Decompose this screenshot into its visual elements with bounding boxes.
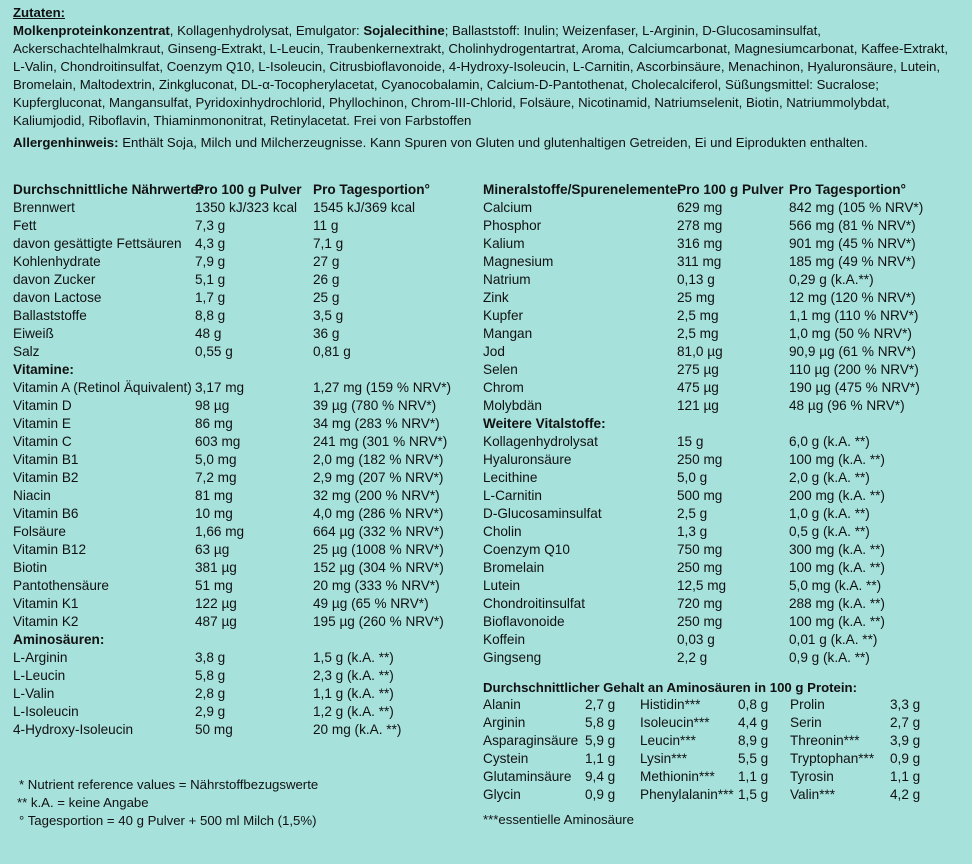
row-label: Aminosäuren: xyxy=(13,632,105,647)
row-per-100g: 1,66 mg xyxy=(195,524,245,539)
row-per-100g: 1,7 g xyxy=(195,290,226,305)
row-per-100g: 25 mg xyxy=(677,290,715,305)
row-per-100g: 98 µg xyxy=(195,398,230,413)
footnote-nrv: * Nutrient reference values = Nährstoffbezugswerte xyxy=(19,777,319,792)
amino-value: 4,4 g xyxy=(738,715,769,730)
row-per-100g: 250 mg xyxy=(677,560,723,575)
row-per-portion: 0,5 g (k.A. **) xyxy=(789,524,870,539)
row-per-100g: 250 mg xyxy=(677,614,723,629)
row-label: Mangan xyxy=(483,326,533,341)
amino-value: 5,5 g xyxy=(738,751,769,766)
amino-value: 3,9 g xyxy=(890,733,921,748)
amino-name: Isoleucin*** xyxy=(640,715,710,730)
amino-name: Tryptophan*** xyxy=(790,751,875,766)
row-label: Vitamin K2 xyxy=(13,614,79,629)
row-per-100g: 250 mg xyxy=(677,452,723,467)
footnote-ka: ** k.A. = keine Angabe xyxy=(17,795,149,810)
row-per-portion: 0,9 g (k.A. **) xyxy=(789,650,870,665)
row-per-portion: 195 µg (260 % NRV*) xyxy=(313,614,444,629)
row-label: Lutein xyxy=(483,578,521,593)
allergen-note xyxy=(13,134,963,152)
row-per-portion: 185 mg (49 % NRV*) xyxy=(789,254,916,269)
row-per-100g: 275 µg xyxy=(677,362,719,377)
row-per-100g: 10 mg xyxy=(195,506,233,521)
amino-profile-heading: Durchschnittlicher Gehalt an Aminosäuren in 100 g Protein: xyxy=(483,680,857,695)
row-label: L-Isoleucin xyxy=(13,704,79,719)
row-label: davon Lactose xyxy=(13,290,102,305)
row-per-100g: 475 µg xyxy=(677,380,719,395)
row-label: Biotin xyxy=(13,560,48,575)
row-per-portion: 1,2 g (k.A. **) xyxy=(313,704,394,719)
amino-value: 1,1 g xyxy=(890,769,921,784)
amino-value: 1,1 g xyxy=(738,769,769,784)
row-per-portion: 300 mg (k.A. **) xyxy=(789,542,885,557)
row-per-100g: 0,55 g xyxy=(195,344,233,359)
row-per-100g: 3,17 mg xyxy=(195,380,245,395)
row-label: L-Leucin xyxy=(13,668,66,683)
row-per-portion: 288 mg (k.A. **) xyxy=(789,596,885,611)
row-label: Vitamin E xyxy=(13,416,71,431)
row-per-100g: 603 mg xyxy=(195,434,241,449)
row-per-portion: 842 mg (105 % NRV*) xyxy=(789,200,924,215)
amino-value: 5,8 g xyxy=(585,715,616,730)
row-per-100g: 8,8 g xyxy=(195,308,226,323)
row-per-portion: 3,5 g xyxy=(313,308,344,323)
row-label: Jod xyxy=(483,344,505,359)
amino-name: Arginin xyxy=(483,715,526,730)
row-label: Fett xyxy=(13,218,37,233)
row-per-100g: 4,3 g xyxy=(195,236,226,251)
row-label: Kalium xyxy=(483,236,525,251)
row-label: Weitere Vitalstoffe: xyxy=(483,416,606,431)
row-per-100g: 500 mg xyxy=(677,488,723,503)
row-per-100g: 15 g xyxy=(677,434,704,449)
row-label: Vitamin K1 xyxy=(13,596,79,611)
row-label: Folsäure xyxy=(13,524,66,539)
row-per-portion: 25 g xyxy=(313,290,340,305)
row-per-100g: 5,0 mg xyxy=(195,452,237,467)
row-per-portion: 241 mg (301 % NRV*) xyxy=(313,434,448,449)
amino-value: 4,2 g xyxy=(890,787,921,802)
row-per-100g: 2,8 g xyxy=(195,686,226,701)
row-per-portion: Pro Tagesportion° xyxy=(313,182,430,197)
amino-name: Alanin xyxy=(483,697,521,712)
row-label: davon gesättigte Fettsäuren xyxy=(13,236,182,251)
row-label: Hyaluronsäure xyxy=(483,452,572,467)
row-per-100g: 12,5 mg xyxy=(677,578,727,593)
row-per-100g: 311 mg xyxy=(677,254,722,269)
row-label: Vitamin A (Retinol Äquivalent) xyxy=(13,380,192,395)
row-per-portion: 200 mg (k.A. **) xyxy=(789,488,885,503)
row-per-portion: 100 mg (k.A. **) xyxy=(789,452,885,467)
amino-name: Cystein xyxy=(483,751,529,766)
row-label: D-Glucosaminsulfat xyxy=(483,506,602,521)
row-per-portion: 0,01 g (k.A. **) xyxy=(789,632,878,647)
row-label: L-Carnitin xyxy=(483,488,542,503)
row-label: Bioflavonoide xyxy=(483,614,565,629)
row-per-portion: 26 g xyxy=(313,272,340,287)
row-per-portion: 11 g xyxy=(313,218,339,233)
row-per-portion: 152 µg (304 % NRV*) xyxy=(313,560,444,575)
row-per-100g: 278 mg xyxy=(677,218,723,233)
row-per-portion: 190 µg (475 % NRV*) xyxy=(789,380,920,395)
row-label: Vitamine: xyxy=(13,362,74,377)
row-per-100g: 7,3 g xyxy=(195,218,226,233)
row-label: Vitamin B12 xyxy=(13,542,87,557)
row-label: Vitamin B6 xyxy=(13,506,79,521)
row-per-portion: 20 mg (333 % NRV*) xyxy=(313,578,440,593)
row-per-portion: 1,1 mg (110 % NRV*) xyxy=(789,308,919,323)
amino-value: 5,9 g xyxy=(585,733,616,748)
row-label: Durchschnittliche Nährwerte: xyxy=(13,182,203,197)
row-per-100g: 48 g xyxy=(195,326,222,341)
amino-value: 0,9 g xyxy=(585,787,616,802)
row-per-portion: 110 µg (200 % NRV*) xyxy=(789,362,919,377)
row-per-portion: 566 mg (81 % NRV*) xyxy=(789,218,916,233)
row-label: Chrom xyxy=(483,380,524,395)
row-label: Salz xyxy=(13,344,40,359)
row-per-portion: 90,9 µg (61 % NRV*) xyxy=(789,344,916,359)
row-label: Molybdän xyxy=(483,398,542,413)
amino-value: 3,3 g xyxy=(890,697,921,712)
row-per-portion: 27 g xyxy=(313,254,340,269)
row-per-100g: 381 µg xyxy=(195,560,237,575)
row-label: 4-Hydroxy-Isoleucin xyxy=(13,722,134,737)
allergen-text: Enthält Soja, Milch und Milcherzeugnisse. Kann Spuren von Gluten und glutenhaltigen Getreiden, Ei und Eiprodukten enthalten. xyxy=(118,135,868,150)
row-per-100g: 81,0 µg xyxy=(677,344,723,359)
amino-name: Glutaminsäure xyxy=(483,769,572,784)
amino-name: Prolin xyxy=(790,697,825,712)
ingredient-bold-1: Molkenproteinkonzentrat xyxy=(13,23,170,38)
amino-value: 2,7 g xyxy=(890,715,921,730)
row-per-100g: 0,13 g xyxy=(677,272,715,287)
amino-footnote: ***essentielle Aminosäure xyxy=(483,812,635,827)
row-per-portion: 2,9 mg (207 % NRV*) xyxy=(313,470,444,485)
row-label: Kohlenhydrate xyxy=(13,254,101,269)
amino-name: Lysin*** xyxy=(640,751,688,766)
amino-value: 0,8 g xyxy=(738,697,769,712)
row-per-100g: 51 mg xyxy=(195,578,233,593)
row-per-portion: 7,1 g xyxy=(313,236,344,251)
ingredient-bold-2: Sojalecithine xyxy=(363,23,445,38)
row-per-portion: 1545 kJ/369 kcal xyxy=(313,200,416,215)
row-label: Magnesium xyxy=(483,254,554,269)
row-label: Vitamin D xyxy=(13,398,72,413)
row-per-portion: 25 µg (1008 % NRV*) xyxy=(313,542,444,557)
row-per-portion: 39 µg (780 % NRV*) xyxy=(313,398,437,413)
amino-value: 1,1 g xyxy=(585,751,616,766)
row-per-portion: 0,81 g xyxy=(313,344,351,359)
row-label: L-Arginin xyxy=(13,650,68,665)
row-per-portion: 664 µg (332 % NRV*) xyxy=(313,524,444,539)
row-per-100g: 5,1 g xyxy=(195,272,226,287)
row-per-portion: 100 mg (k.A. **) xyxy=(789,560,885,575)
ingredient-text-2: ; Ballaststoff: Inulin; Weizenfaser, L-Arginin, D-Glucosaminsulfat, Ackerschachtelhalmkraut, Ginseng-Extrakt, L-Leucin, Traubenkernextrakt, Cholinhydrogentartrat, Aroma, Calciumcarbonat, Magnesiumcarbonat, Kaffee-Extrakt, L-Valin, Chondroitinsulfat, Coenzym Q10, L-Isoleucin, Citrusbioflavonoide, 4-Hydroxy-Isoleucin, L-Carnitin, Ascorbinsäure, Menachinon, Hyaluronsäure, Lutein, Bromelain, Maltodextrin, Zinkgluconat, DL-α-Tocopherylacetat, Cyanocobalamin, Calcium-D-Pantothenat, Cholecalciferol, Süßungsmittel: Sucralose; Kupfergluconat, Mangansulfat, Pyridoxinhydrochlorid, Phyllochinon, Chrom-III-Chlorid, Folsäure, Nicotinamid, Natriumselenit, Biotin, Natriummolybdat, Kaliumjodid, Riboflavin, Thiaminmononitrat, Retinylacetat. Frei von Farbstoffen xyxy=(13,23,949,128)
row-label: Bromelain xyxy=(483,560,545,575)
amino-name: Methionin*** xyxy=(640,769,715,784)
row-per-100g: Pro 100 g Pulver xyxy=(677,182,784,197)
row-label: Kupfer xyxy=(483,308,524,323)
row-per-100g: 2,5 mg xyxy=(677,326,719,341)
amino-name: Serin xyxy=(790,715,822,730)
row-per-100g: 487 µg xyxy=(195,614,237,629)
row-label: Gingseng xyxy=(483,650,542,665)
row-per-100g: 121 µg xyxy=(677,398,719,413)
row-per-100g: 2,5 g xyxy=(677,506,708,521)
row-per-100g: 316 mg xyxy=(677,236,723,251)
ingredients-text xyxy=(13,22,963,130)
row-label: Coenzym Q10 xyxy=(483,542,570,557)
amino-name: Leucin*** xyxy=(640,733,696,748)
row-label: Selen xyxy=(483,362,518,377)
row-per-portion: 4,0 mg (286 % NRV*) xyxy=(313,506,444,521)
row-per-100g: 2,5 mg xyxy=(677,308,719,323)
row-per-portion: Pro Tagesportion° xyxy=(789,182,906,197)
row-label: Vitamin B2 xyxy=(13,470,79,485)
row-label: Natrium xyxy=(483,272,531,287)
row-label: Calcium xyxy=(483,200,533,215)
amino-value: 9,4 g xyxy=(585,769,616,784)
amino-name: Threonin*** xyxy=(790,733,860,748)
row-label: Vitamin C xyxy=(13,434,72,449)
row-per-100g: 3,8 g xyxy=(195,650,226,665)
row-label: Brennwert xyxy=(13,200,75,215)
row-per-portion: 1,0 g (k.A. **) xyxy=(789,506,870,521)
row-per-100g: 629 mg xyxy=(677,200,723,215)
amino-value: 2,7 g xyxy=(585,697,616,712)
row-per-100g: 2,9 g xyxy=(195,704,226,719)
row-per-portion: 5,0 mg (k.A. **) xyxy=(789,578,882,593)
row-label: Ballaststoffe xyxy=(13,308,87,323)
row-label: Lecithine xyxy=(483,470,538,485)
row-per-100g: 81 mg xyxy=(195,488,233,503)
row-per-portion: 100 mg (k.A. **) xyxy=(789,614,885,629)
row-per-portion: 20 mg (k.A. **) xyxy=(313,722,402,737)
row-per-100g: 720 mg xyxy=(677,596,723,611)
row-per-100g: 63 µg xyxy=(195,542,230,557)
row-per-portion: 1,0 mg (50 % NRV*) xyxy=(789,326,912,341)
amino-value: 8,9 g xyxy=(738,733,769,748)
row-per-portion: 6,0 g (k.A. **) xyxy=(789,434,870,449)
row-per-portion: 34 mg (283 % NRV*) xyxy=(313,416,440,431)
row-label: Chondroitinsulfat xyxy=(483,596,586,611)
amino-value: 1,5 g xyxy=(738,787,769,802)
row-label: Mineralstoffe/Spurenelemente: xyxy=(483,182,682,197)
row-per-portion: 48 µg (96 % NRV*) xyxy=(789,398,905,413)
row-per-100g: 0,03 g xyxy=(677,632,715,647)
row-per-100g: 5,0 g xyxy=(677,470,708,485)
row-label: Kollagenhydrolysat xyxy=(483,434,598,449)
row-label: Niacin xyxy=(13,488,51,503)
row-per-100g: 86 mg xyxy=(195,416,233,431)
row-label: davon Zucker xyxy=(13,272,96,287)
row-label: Cholin xyxy=(483,524,522,539)
row-per-100g: 7,9 g xyxy=(195,254,226,269)
row-per-100g: 50 mg xyxy=(195,722,233,737)
row-per-portion: 1,5 g (k.A. **) xyxy=(313,650,394,665)
amino-name: Asparaginsäure xyxy=(483,733,579,748)
footnote-tagesportion: ° Tagesportion = 40 g Pulver + 500 ml Milch (1,5%) xyxy=(19,813,317,828)
row-per-100g: 750 mg xyxy=(677,542,723,557)
row-per-100g: 1,3 g xyxy=(677,524,708,539)
row-label: Phosphor xyxy=(483,218,542,233)
ingredients-block xyxy=(13,4,963,152)
row-label: Vitamin B1 xyxy=(13,452,79,467)
row-per-portion: 12 mg (120 % NRV*) xyxy=(789,290,916,305)
row-label: Eiweiß xyxy=(13,326,54,341)
row-label: Pantothensäure xyxy=(13,578,109,593)
amino-name: Glycin xyxy=(483,787,521,802)
row-per-portion: 2,0 mg (182 % NRV*) xyxy=(313,452,444,467)
row-per-portion: 2,3 g (k.A. **) xyxy=(313,668,394,683)
row-per-100g: 1350 kJ/323 kcal xyxy=(195,200,298,215)
amino-name: Phenylalanin*** xyxy=(640,787,734,802)
row-per-portion: 36 g xyxy=(313,326,340,341)
row-per-portion: 32 mg (200 % NRV*) xyxy=(313,488,440,503)
row-label: L-Valin xyxy=(13,686,55,701)
row-per-portion: 49 µg (65 % NRV*) xyxy=(313,596,429,611)
amino-value: 0,9 g xyxy=(890,751,921,766)
row-label: Koffein xyxy=(483,632,526,647)
row-per-100g: 7,2 mg xyxy=(195,470,237,485)
row-per-100g: 122 µg xyxy=(195,596,237,611)
row-per-portion: 1,1 g (k.A. **) xyxy=(313,686,394,701)
amino-name: Valin*** xyxy=(790,787,836,802)
amino-name: Histidin*** xyxy=(640,697,701,712)
row-label: Zink xyxy=(483,290,509,305)
row-per-portion: 901 mg (45 % NRV*) xyxy=(789,236,916,251)
row-per-100g: 5,8 g xyxy=(195,668,226,683)
row-per-portion: 1,27 mg (159 % NRV*) xyxy=(313,380,452,395)
row-per-portion: 2,0 g (k.A. **) xyxy=(789,470,870,485)
row-per-100g: 2,2 g xyxy=(677,650,708,665)
row-per-100g: Pro 100 g Pulver xyxy=(195,182,302,197)
amino-name: Tyrosin xyxy=(790,769,834,784)
ingredient-text-1: , Kollagenhydrolysat, Emulgator: xyxy=(169,23,364,38)
ingredients-heading: Zutaten: xyxy=(13,5,66,20)
allergen-label: Allergenhinweis: xyxy=(13,135,119,150)
row-per-portion: 0,29 g (k.A.**) xyxy=(789,272,874,287)
